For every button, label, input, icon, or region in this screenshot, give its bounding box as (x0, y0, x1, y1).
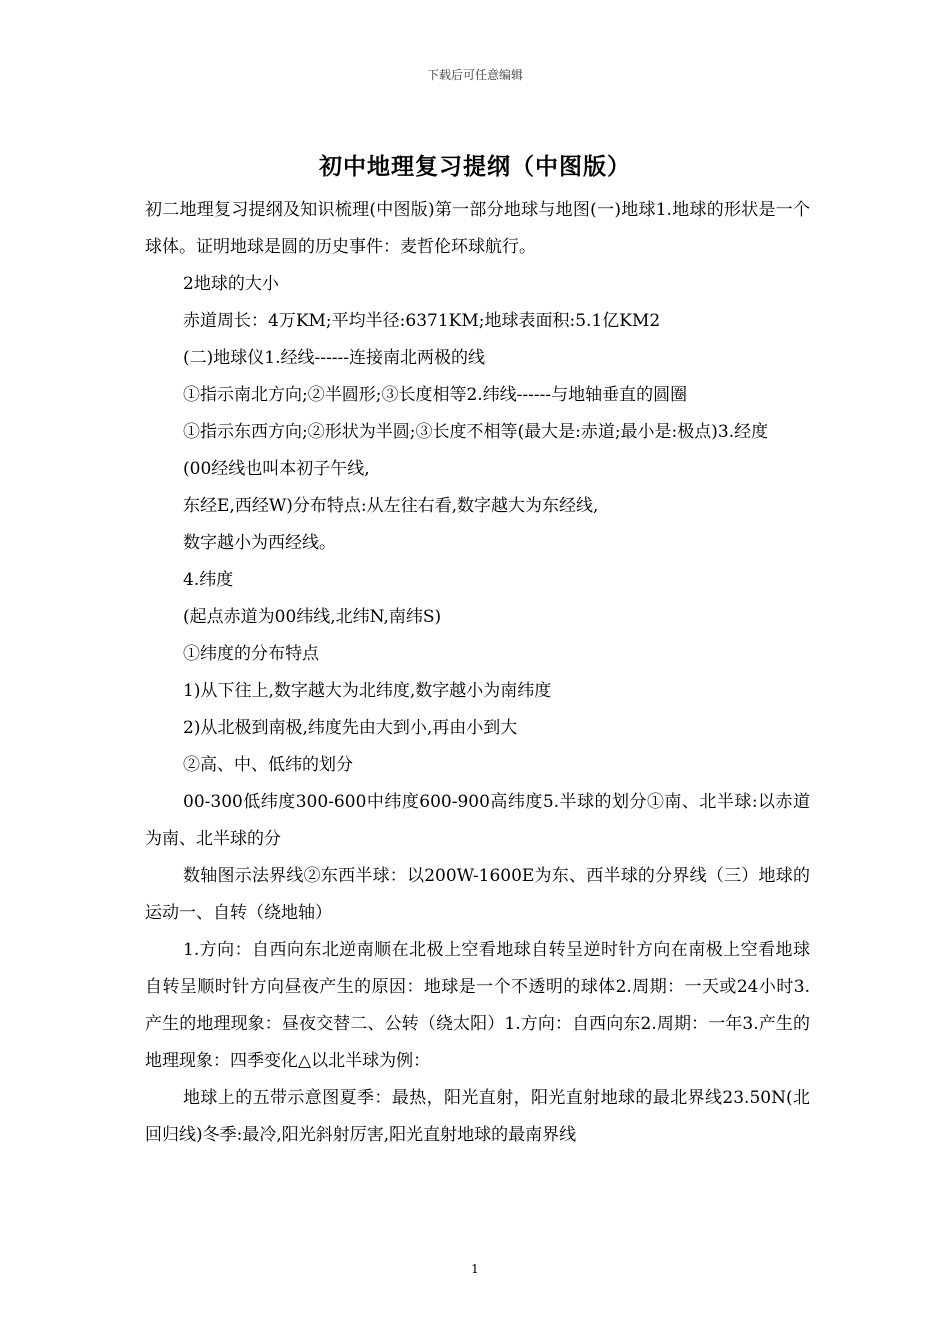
paragraph: 2地球的大小 (183, 274, 279, 294)
paragraph: 4.纬度 (183, 570, 234, 590)
paragraph: 数轴图示法界线②东西半球：以200W-1600E为东、西半球的分界线（三）地球的运动一、自转（绕地轴） (145, 866, 810, 923)
paragraph: (起点赤道为00纬线,北纬N,南纬S) (183, 607, 442, 627)
page-number: 1 (471, 1262, 479, 1276)
paragraph: 1.方向：自西向东北逆南顺在北极上空看地球自转呈逆时针方向在南极上空看地球自转呈顺时针方向昼夜产生的原因：地球是一个不透明的球体2.周期：一天或24小时3.产生的地理现象：昼夜交替二、公转（绕太阳）1.方向：自西向东2.周期：一年3.产生的地理现象：四季变化△以北半球为例： (145, 940, 810, 1071)
page-header: 下载后可任意编辑 (426, 68, 523, 82)
paragraph: ②高、中、低纬的划分 (183, 755, 353, 775)
paragraph: 初二地理复习提纲及知识梳理(中图版)第一部分地球与地图(一)地球1.地球的形状是一个球体。证明地球是圆的历史事件：麦哲伦环球航行。 (145, 200, 810, 257)
paragraph: 2)从北极到南极,纬度先由大到小,再由小到大 (183, 718, 518, 738)
paragraph: ①指示东西方向;②形状为半圆;③长度不相等(最大是:赤道;最小是:极点)3.经度 (183, 422, 769, 442)
paragraph: 1)从下往上,数字越大为北纬度,数字越小为南纬度 (183, 681, 552, 701)
paragraph: ①指示南北方向;②半圆形;③长度相等2.纬线------与地轴垂直的圆圈 (183, 385, 688, 405)
paragraph: 00-300低纬度300-600中纬度600-900高纬度5.半球的划分①南、北半球:以赤道为南、北半球的分 (145, 792, 810, 849)
paragraph: (00经线也叫本初子午线, (183, 459, 370, 479)
paragraph: 数字越小为西经线。 (183, 533, 336, 553)
paragraph: (二)地球仪1.经线------连接南北两极的线 (183, 348, 485, 368)
paragraph: 赤道周长：4万KM;平均半径:6371KM;地球表面积:5.1亿KM2 (183, 311, 661, 331)
paragraph: 地球上的五带示意图夏季：最热，阳光直射，阳光直射地球的最北界线23.50N(北回归线)冬季:最冷,阳光斜射厉害,阳光直射地球的最南界线 (145, 1088, 810, 1145)
document-title: 初中地理复习提纲（中图版） (319, 153, 631, 180)
document-body (145, 192, 810, 1154)
paragraph: ①纬度的分布特点 (183, 644, 319, 664)
paragraph: 东经E,西经W)分布特点:从左往右看,数字越大为东经线, (183, 496, 599, 516)
